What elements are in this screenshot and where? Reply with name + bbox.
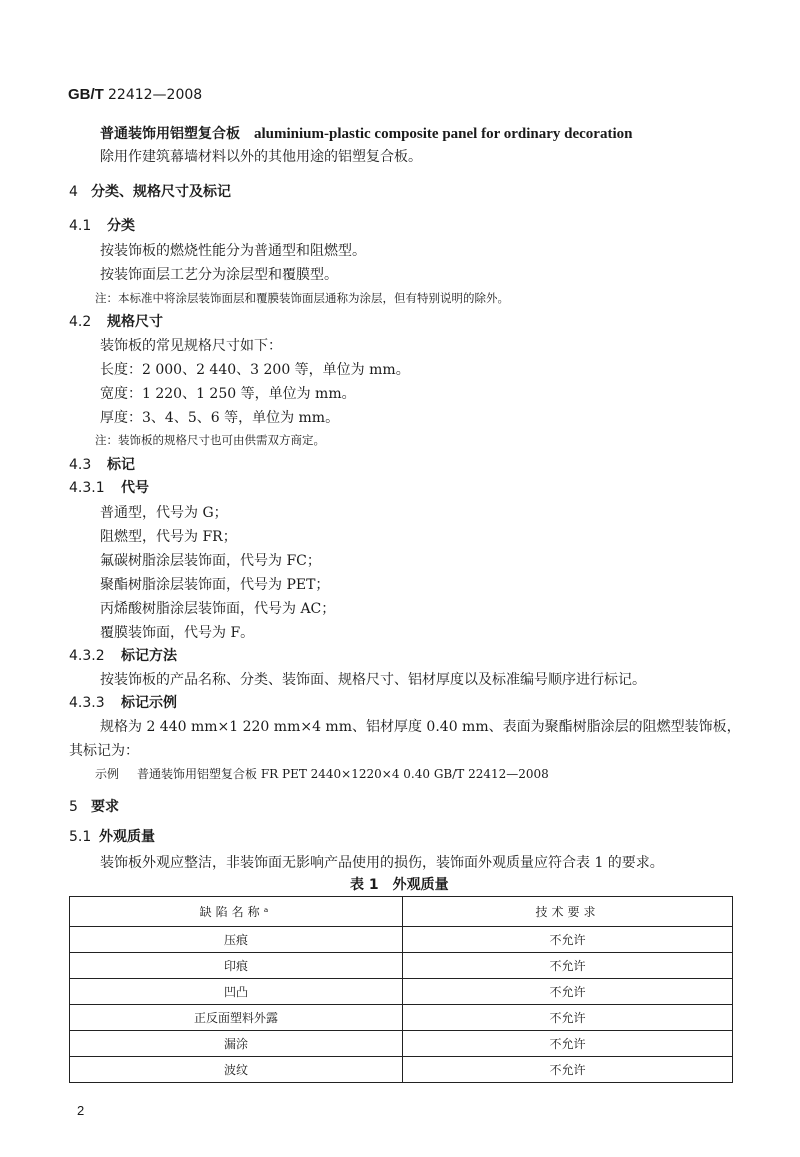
requirement: 不允许 bbox=[403, 953, 733, 979]
standard-header bbox=[68, 86, 202, 103]
section-title: 分类 bbox=[107, 218, 135, 234]
paragraph: 规格为 2 440 mm×1 220 mm×4 mm、铝材厚度 0.40 mm、表面为聚酯树脂涂层的阻燃型装饰板， bbox=[100, 719, 741, 735]
requirement: 不允许 bbox=[403, 1005, 733, 1031]
paragraph: 按装饰板的燃烧性能分为普通型和阻燃型。 bbox=[100, 243, 366, 259]
section-title: 标记示例 bbox=[121, 695, 177, 711]
section-title: 要求 bbox=[91, 799, 119, 815]
section-4-3-1-heading bbox=[69, 477, 149, 497]
defect-name: 漏涂 bbox=[70, 1031, 403, 1057]
example bbox=[95, 765, 549, 782]
paragraph: 普通型，代号为 G； bbox=[100, 505, 228, 521]
note: 注：装饰板的规格尺寸也可由供需双方商定。 bbox=[95, 433, 325, 447]
paragraph: 宽度：1 220、1 250 等，单位为 mm。 bbox=[100, 386, 356, 402]
defect-name: 波纹 bbox=[70, 1057, 403, 1083]
section-number: 4.3.3 bbox=[69, 695, 105, 711]
section-4-3-heading bbox=[69, 454, 135, 474]
appearance-quality-table bbox=[69, 896, 733, 1083]
term-en: aluminium-plastic composite panel for ordinary decoration bbox=[254, 126, 633, 142]
term-definition: 除用作建筑幕墙材料以外的其他用途的铝塑复合板。 bbox=[100, 149, 422, 165]
section-number: 4.3 bbox=[69, 457, 92, 473]
section-4-2-heading bbox=[69, 311, 163, 331]
section-number: 4.3.2 bbox=[69, 648, 105, 664]
section-4-heading bbox=[69, 181, 231, 201]
paragraph: 厚度：3、4、5、6 等，单位为 mm。 bbox=[100, 410, 340, 426]
defect-name: 正反面塑料外露 bbox=[70, 1005, 403, 1031]
table-row bbox=[70, 1005, 733, 1031]
paragraph: 按装饰面层工艺分为涂层型和覆膜型。 bbox=[100, 267, 338, 283]
table-caption: 表 1 外观质量 bbox=[350, 877, 449, 893]
paragraph: 装饰板外观应整洁，非装饰面无影响产品使用的损伤，装饰面外观质量应符合表 1 的要求。 bbox=[100, 855, 664, 871]
section-5-1-heading bbox=[69, 826, 155, 846]
paragraph: 其标记为： bbox=[69, 743, 139, 759]
requirement: 不允许 bbox=[403, 979, 733, 1005]
section-title: 外观质量 bbox=[99, 829, 155, 845]
section-title: 标记 bbox=[107, 457, 135, 473]
section-number: 4.1 bbox=[69, 218, 92, 234]
section-5-heading bbox=[69, 796, 119, 816]
requirement: 不允许 bbox=[403, 1057, 733, 1083]
table-header-row bbox=[70, 897, 733, 927]
paragraph: 按装饰板的产品名称、分类、装饰面、规格尺寸、铝材厚度以及标准编号顺序进行标记。 bbox=[100, 672, 646, 688]
section-number: 5 bbox=[69, 799, 78, 815]
requirement: 不允许 bbox=[403, 1031, 733, 1057]
section-4-1-heading bbox=[69, 215, 135, 235]
section-number: 4.3.1 bbox=[69, 480, 105, 496]
section-title: 规格尺寸 bbox=[107, 314, 163, 330]
table-row bbox=[70, 979, 733, 1005]
term-zh: 普通装饰用铝塑复合板 bbox=[100, 126, 240, 142]
paragraph: 阻燃型，代号为 FR； bbox=[100, 529, 237, 545]
example-text: 普通装饰用铝塑复合板 FR PET 2440×1220×4 0.40 GB/T 22412—2008 bbox=[137, 767, 549, 781]
requirement: 不允许 bbox=[403, 927, 733, 953]
paragraph: 覆膜装饰面，代号为 F。 bbox=[100, 625, 255, 641]
standard-number: 22412—2008 bbox=[108, 87, 203, 103]
defect-name: 印痕 bbox=[70, 953, 403, 979]
section-4-3-2-heading bbox=[69, 645, 177, 665]
table-row bbox=[70, 1031, 733, 1057]
section-4-3-3-heading bbox=[69, 692, 177, 712]
section-number: 5.1 bbox=[69, 829, 92, 845]
paragraph: 装饰板的常见规格尺寸如下： bbox=[100, 338, 282, 354]
paragraph: 氟碳树脂涂层装饰面，代号为 FC； bbox=[100, 553, 321, 569]
table-row bbox=[70, 1057, 733, 1083]
term-heading bbox=[100, 123, 632, 143]
table-row bbox=[70, 953, 733, 979]
defect-name: 压痕 bbox=[70, 927, 403, 953]
section-title: 分类、规格尺寸及标记 bbox=[91, 184, 231, 200]
section-number: 4.2 bbox=[69, 314, 92, 330]
section-title: 标记方法 bbox=[121, 648, 177, 664]
paragraph: 聚酯树脂涂层装饰面，代号为 PET； bbox=[100, 577, 330, 593]
column-header-requirement: 技术要求 bbox=[403, 897, 733, 927]
column-header-defect: 缺陷名称ᵃ bbox=[70, 897, 403, 927]
note: 注：本标准中将涂层装饰面层和覆膜装饰面层通称为涂层，但有特别说明的除外。 bbox=[95, 291, 509, 305]
page-number: 2 bbox=[77, 1103, 85, 1118]
paragraph: 长度：2 000、2 440、3 200 等，单位为 mm。 bbox=[100, 362, 410, 378]
section-number: 4 bbox=[69, 184, 78, 200]
defect-name: 凹凸 bbox=[70, 979, 403, 1005]
paragraph: 丙烯酸树脂涂层装饰面，代号为 AC； bbox=[100, 601, 336, 617]
table-row bbox=[70, 927, 733, 953]
section-title: 代号 bbox=[121, 480, 149, 496]
example-label: 示例 bbox=[95, 767, 120, 781]
standard-prefix: GB/T bbox=[68, 86, 104, 103]
